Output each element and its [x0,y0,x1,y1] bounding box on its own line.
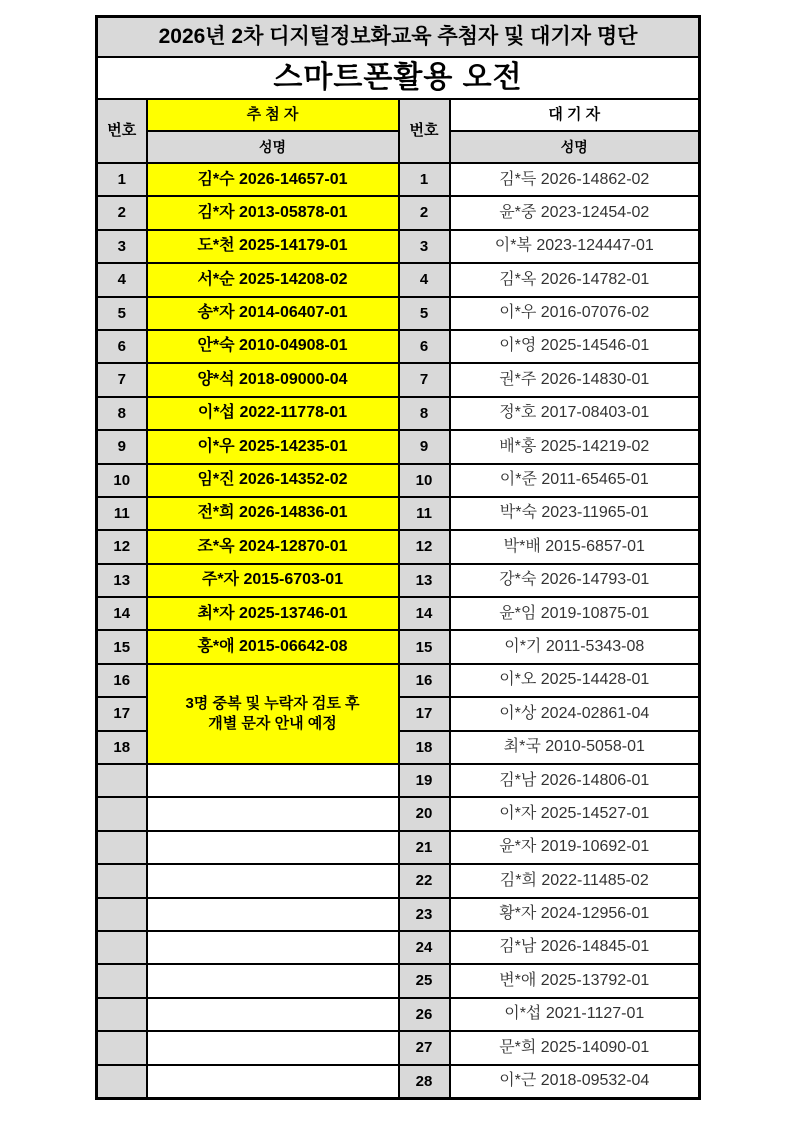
winner-row-number: 12 [97,530,147,563]
right-number-header: 번호 [399,99,450,163]
winner-name-cell: 안*숙 2010-04908-01 [147,330,399,363]
waitlist-row-number: 11 [399,497,450,530]
empty-number-cell [97,998,147,1031]
left-name-header: 성명 [147,131,399,163]
document-subtitle: 스마트폰활용 오전 [97,57,700,99]
empty-number-cell [97,831,147,864]
table-row [97,1031,700,1064]
waitlist-name-cell: 문*희 2025-14090-01 [450,1031,700,1064]
winner-row-number: 13 [97,564,147,597]
waitlist-name-cell: 강*숙 2026-14793-01 [450,564,700,597]
waitlist-name-cell: 배*홍 2025-14219-02 [450,430,700,463]
winner-name-cell: 전*희 2026-14836-01 [147,497,399,530]
waitlist-name-cell: 김*남 2026-14845-01 [450,931,700,964]
winner-row-number: 6 [97,330,147,363]
winner-name-cell: 김*자 2013-05878-01 [147,196,399,229]
waitlist-row-number: 16 [399,664,450,697]
waitlist-name-cell: 김*희 2022-11485-02 [450,864,700,897]
waitlist-row-number: 26 [399,998,450,1031]
winner-row-number: 7 [97,363,147,396]
table-row [97,363,700,396]
empty-name-cell [147,1031,399,1064]
empty-number-cell [97,1065,147,1099]
table-row [97,464,700,497]
winner-row-number: 10 [97,464,147,497]
waitlist-name-cell: 황*자 2024-12956-01 [450,898,700,931]
waitlist-row-number: 15 [399,630,450,663]
waitlist-name-cell: 김*득 2026-14862-02 [450,163,700,196]
table-row [97,1065,700,1099]
waitlist-row-number: 13 [399,564,450,597]
waitlist-name-cell: 이*섭 2021-1127-01 [450,998,700,1031]
waitlist-row-number: 20 [399,797,450,830]
empty-name-cell [147,764,399,797]
waitlist-name-cell: 이*준 2011-65465-01 [450,464,700,497]
waitlist-row-number: 14 [399,597,450,630]
empty-number-cell [97,864,147,897]
table-row [97,764,700,797]
winner-name-cell: 임*진 2026-14352-02 [147,464,399,497]
waitlist-name-cell: 박*배 2015-6857-01 [450,530,700,563]
left-number-header: 번호 [97,99,147,163]
waitlist-name-cell: 이*자 2025-14527-01 [450,797,700,830]
winner-row-number: 9 [97,430,147,463]
winner-name-cell: 김*수 2026-14657-01 [147,163,399,196]
table-row [97,931,700,964]
title-row [97,17,700,58]
waitlist-row-number: 6 [399,330,450,363]
header-row-name [97,131,700,163]
winner-name-cell: 양*석 2018-09000-04 [147,363,399,396]
waitlist-name-cell: 변*애 2025-13792-01 [450,964,700,997]
waitlist-row-number: 1 [399,163,450,196]
waitlist-row-number: 21 [399,831,450,864]
waitlist-name-cell: 윤*중 2023-12454-02 [450,196,700,229]
waitlist-name-cell: 이*오 2025-14428-01 [450,664,700,697]
winner-row-number: 5 [97,297,147,330]
winner-row-number: 18 [97,731,147,764]
waitlist-row-number: 4 [399,263,450,296]
empty-name-cell [147,964,399,997]
table-row [97,163,700,196]
table-row [97,397,700,430]
table-row [97,898,700,931]
table-row [97,430,700,463]
waitlist-row-number: 12 [399,530,450,563]
winner-row-number: 14 [97,597,147,630]
waitlist-row-number: 18 [399,731,450,764]
waitlist-name-cell: 최*국 2010-5058-01 [450,731,700,764]
empty-name-cell [147,797,399,830]
waitlist-row-number: 8 [399,397,450,430]
table-row [97,664,700,697]
winner-row-number: 8 [97,397,147,430]
winner-row-number: 15 [97,630,147,663]
waitlist-name-cell: 정*호 2017-08403-01 [450,397,700,430]
waitlist-name-cell: 이*기 2011-5343-08 [450,630,700,663]
empty-name-cell [147,1065,399,1099]
waitlist-name-cell: 이*복 2023-124447-01 [450,230,700,263]
winner-row-number: 1 [97,163,147,196]
waitlist-name-cell: 권*주 2026-14830-01 [450,363,700,396]
empty-name-cell [147,931,399,964]
waitlist-name-cell: 이*근 2018-09532-04 [450,1065,700,1099]
winner-name-cell: 조*옥 2024-12870-01 [147,530,399,563]
table-row [97,630,700,663]
subtitle-row [97,57,700,99]
winner-name-cell: 서*순 2025-14208-02 [147,263,399,296]
table-row [97,297,700,330]
empty-number-cell [97,797,147,830]
waitlist-row-number: 3 [399,230,450,263]
winner-group-header: 추 첨 자 [147,99,399,131]
winner-row-number: 17 [97,697,147,730]
waitlist-row-number: 22 [399,864,450,897]
waitlist-name-cell: 이*우 2016-07076-02 [450,297,700,330]
waitlist-row-number: 7 [399,363,450,396]
waitlist-name-cell: 윤*임 2019-10875-01 [450,597,700,630]
waitlist-name-cell: 윤*자 2019-10692-01 [450,831,700,864]
table-row [97,864,700,897]
table-row [97,330,700,363]
winner-row-number: 16 [97,664,147,697]
empty-number-cell [97,1031,147,1064]
table-row [97,497,700,530]
waitlist-row-number: 5 [399,297,450,330]
empty-number-cell [97,931,147,964]
winner-row-number: 4 [97,263,147,296]
empty-number-cell [97,898,147,931]
winner-name-cell: 이*우 2025-14235-01 [147,430,399,463]
right-name-header: 성명 [450,131,700,163]
empty-name-cell [147,864,399,897]
winner-name-cell: 홍*애 2015-06642-08 [147,630,399,663]
waitlist-row-number: 9 [399,430,450,463]
waitlist-row-number: 17 [399,697,450,730]
empty-name-cell [147,898,399,931]
waitlist-name-cell: 김*남 2026-14806-01 [450,764,700,797]
winner-name-cell: 주*자 2015-6703-01 [147,564,399,597]
waitlist-row-number: 19 [399,764,450,797]
waitlist-row-number: 2 [399,196,450,229]
table-row [97,964,700,997]
empty-number-cell [97,764,147,797]
winner-row-number: 2 [97,196,147,229]
waitlist-name-cell: 이*영 2025-14546-01 [450,330,700,363]
header-row-group [97,99,700,131]
empty-name-cell [147,831,399,864]
table-row [97,998,700,1031]
note-line: 3명 중복 및 누락자 검토 후 [185,694,360,712]
table-row [97,797,700,830]
winner-name-cell: 도*천 2025-14179-01 [147,230,399,263]
winner-name-cell: 최*자 2025-13746-01 [147,597,399,630]
document-title: 2026년 2차 디지털정보화교육 추첨자 및 대기자 명단 [97,17,700,58]
table-row [97,597,700,630]
winner-row-number: 11 [97,497,147,530]
winner-name-cell: 이*섭 2022-11778-01 [147,397,399,430]
table-row [97,831,700,864]
waitlist-name-cell: 박*숙 2023-11965-01 [450,497,700,530]
table-row [97,564,700,597]
table-row [97,263,700,296]
waitlist-name-cell: 이*상 2024-02861-04 [450,697,700,730]
waitlist-row-number: 28 [399,1065,450,1099]
waitlist-row-number: 23 [399,898,450,931]
empty-number-cell [97,964,147,997]
winner-name-cell: 송*자 2014-06407-01 [147,297,399,330]
table-row [97,230,700,263]
waitlist-row-number: 24 [399,931,450,964]
waitlist-group-header: 대 기 자 [450,99,700,131]
merged-note-cell [147,664,399,764]
winner-row-number: 3 [97,230,147,263]
waitlist-row-number: 27 [399,1031,450,1064]
waitlist-name-cell: 김*옥 2026-14782-01 [450,263,700,296]
roster-table [95,15,701,1100]
note-line: 개별 문자 안내 예정 [208,714,337,732]
table-row [97,530,700,563]
empty-name-cell [147,998,399,1031]
waitlist-row-number: 10 [399,464,450,497]
table-row [97,196,700,229]
waitlist-row-number: 25 [399,964,450,997]
